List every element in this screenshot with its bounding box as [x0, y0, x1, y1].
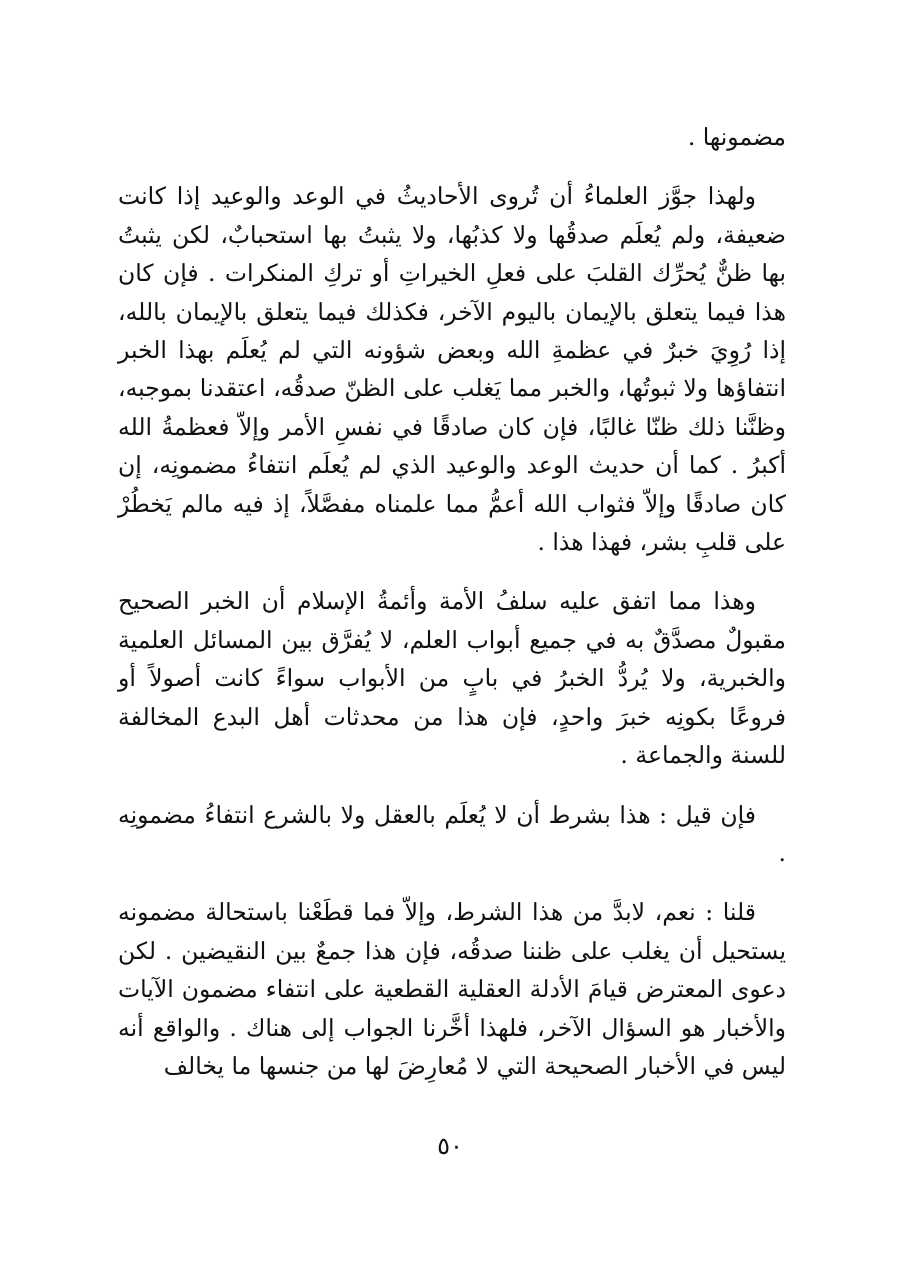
paragraph-reply: قلنا : نعم، لابدَّ من هذا الشرط، وإلاّ فما قطَعْنا باستحالة مضمونه يستحيل أن يغلب على ظننا صدقُه، فإن هذا جمعٌ بين النقيضين . لكن دعوى المعترض قيامَ الأدلة العقلية القطعية على انتفاء مضمون الآيات والأخبار هو السؤال الآخر، فلهذا أخَّرنا الجواب إلى هناك . والواقع أنه ليس في الأخبار الصحيحة التي لا مُعارِضَ لها من جنسها ما يخالف — [118, 898, 786, 1080]
paragraph-hadith-weak: ولهذا جوَّز العلماءُ أن تُروى الأحاديثُ في الوعد والوعيد إذا كانت ضعيفة، ولم يُعلَم صدقُها ولا كذبُها، ولا يثبتُ بها استحبابٌ، لكن يثبتُ بها ظنٌّ يُحرِّك القلبَ على فعلِ الخيراتِ أو تركِ المنكرات . فإن كان هذا فيما يتعلق بالإيمان باليوم الآخر، فكذلك فيما يتعلق بالإيمان بالله، إذا رُوِيَ خبرٌ في عظمةِ الله وبعض شؤونه التي لم يُعلَم بهذا الخبر انتفاؤها ولا ثبوتُها، والخبر مما يَغلب على الظنّ صدقُه، اعتقدنا بموجبه، وظنَّنا ذلك ظنّا غالبًا، فإن كان صادقًا في نفسِ الأمر وإلاّ فعظمةُ الله أكبرُ . كما أن حديث الوعد والوعيد الذي لم يُعلَم انتفاءُ مضمونِه، إن كان صادقًا وإلاّ فثواب الله أعمُّ مما علمناه مفصَّلاً، إذ فيه مالم يَخطُرْ على قلبِ بشر، فهذا هذا . — [118, 182, 786, 557]
paragraph-objection: فإن قيل : هذا بشرط أن لا يُعلَم بالعقل ولا بالشرع انتفاءُ مضمونِه . — [118, 800, 786, 867]
page-body — [118, 118, 786, 1085]
paragraph-salaf-agreement: وهذا مما اتفق عليه سلفُ الأمة وأئمةُ الإسلام أن الخبر الصحيح مقبولٌ مصدَّقٌ به في جميع أبواب العلم، لا يُفرَّق بين المسائل العلمية والخبرية، ولا يُردُّ الخبرُ في بابٍ من الأبواب سواءً كانت أصولاً أو فروعًا بكونِه خبرَ واحدٍ، فإن هذا من محدثات أهل البدع المخالفة للسنة والجماعة . — [118, 587, 786, 770]
page-number: ٥٠ — [437, 1132, 463, 1160]
paragraph-continuation: مضمونها . — [687, 123, 786, 151]
